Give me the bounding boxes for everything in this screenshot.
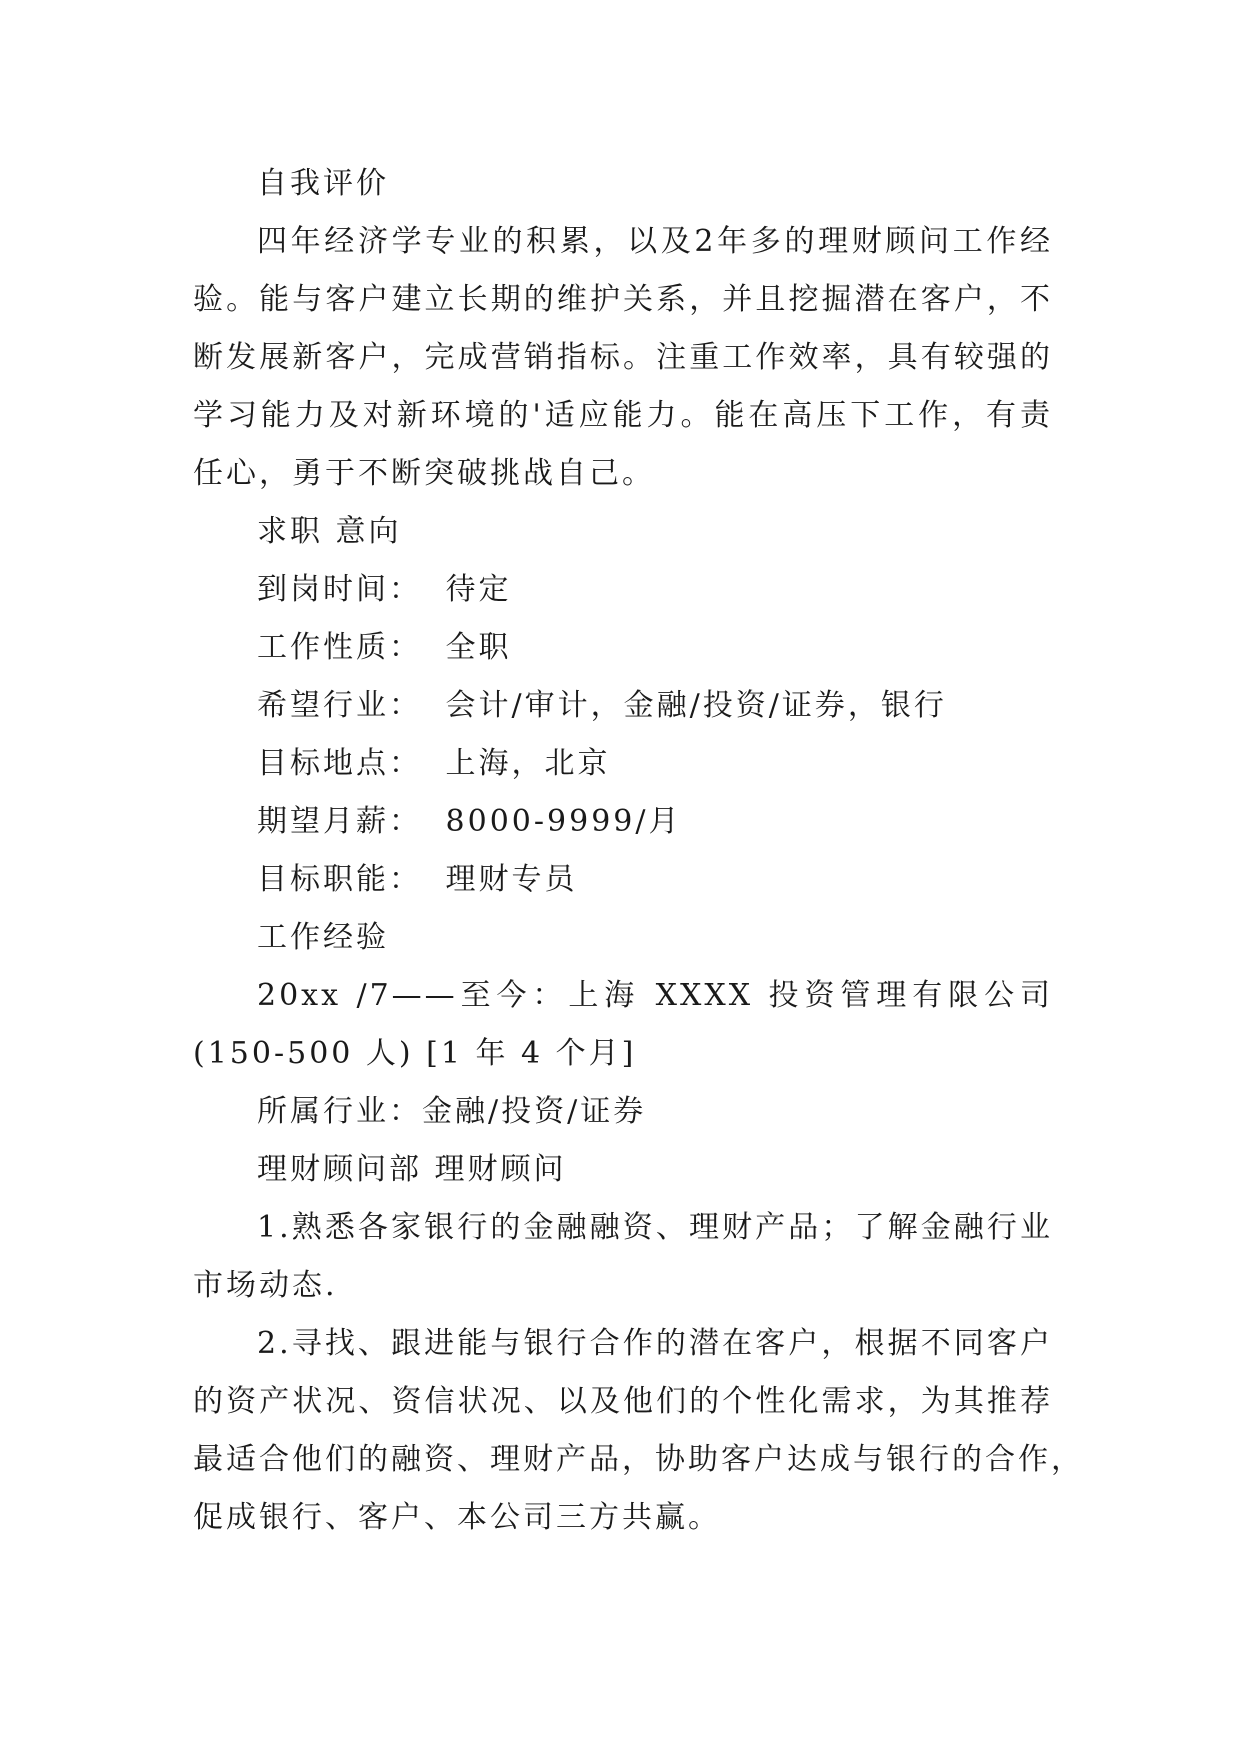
field-label: 希望行业：	[257, 688, 422, 723]
self-evaluation-line: 断发展新客户，完成营销指标。注重工作效率，具有较强的	[193, 340, 1053, 375]
work-period-line: 20xx /7——至今：上海 XXXX 投资管理有限公司	[257, 978, 1053, 1013]
field-label: 目标职能：	[257, 862, 422, 897]
job-intention-field	[193, 619, 1053, 677]
field-value: 8000-9999/月	[445, 804, 682, 839]
field-label: 目标地点：	[257, 746, 422, 781]
field-value: 会计/审计，金融/投资/证券，银行	[445, 688, 947, 723]
job-intention-field	[193, 561, 1053, 619]
field-label: 工作性质：	[257, 630, 422, 665]
self-evaluation-line: 学习能力及对新环境的'适应能力。能在高压下工作，有责	[193, 398, 1053, 433]
duty-line: 市场动态.	[193, 1268, 338, 1303]
job-intention-heading: 求职 意向	[257, 514, 402, 549]
job-intention-field	[193, 677, 1053, 735]
field-label: 期望月薪：	[257, 804, 422, 839]
self-evaluation-line: 验。能与客户建立长期的维护关系，并且挖掘潜在客户，不	[193, 282, 1053, 317]
job-intention-field	[193, 793, 1053, 851]
position-line: 理财顾问部 理财顾问	[257, 1152, 567, 1187]
field-value: 待定	[445, 572, 512, 607]
industry-line: 所属行业：金融/投资/证券	[257, 1094, 647, 1129]
duty-line: 1.熟悉各家银行的金融融资、理财产品；了解金融行业	[257, 1210, 1053, 1245]
self-evaluation-heading: 自我评价	[257, 166, 389, 201]
work-experience-heading: 工作经验	[257, 920, 389, 955]
field-label: 到岗时间：	[257, 572, 422, 607]
company-size-line: (150-500 人) [1 年 4 个月]	[193, 1036, 637, 1071]
job-intention-field	[193, 735, 1053, 793]
resume-content	[193, 155, 1084, 1547]
job-intention-field	[193, 851, 1053, 909]
duty-line: 的资产状况、资信状况、以及他们的个性化需求，为其推荐	[193, 1384, 1053, 1419]
duty-line: 2.寻找、跟进能与银行合作的潜在客户，根据不同客户	[257, 1326, 1053, 1361]
duty-line: 最适合他们的融资、理财产品，协助客户达成与银行的合作，	[193, 1442, 1084, 1477]
field-value: 全职	[445, 630, 512, 665]
duty-line: 促成银行、客户、本公司三方共赢。	[193, 1500, 721, 1535]
self-evaluation-line: 任心，勇于不断突破挑战自己。	[193, 456, 655, 491]
field-value: 理财专员	[445, 862, 578, 897]
self-evaluation-line: 四年经济学专业的积累，以及2年多的理财顾问工作经	[257, 224, 1053, 259]
field-value: 上海，北京	[445, 746, 611, 781]
